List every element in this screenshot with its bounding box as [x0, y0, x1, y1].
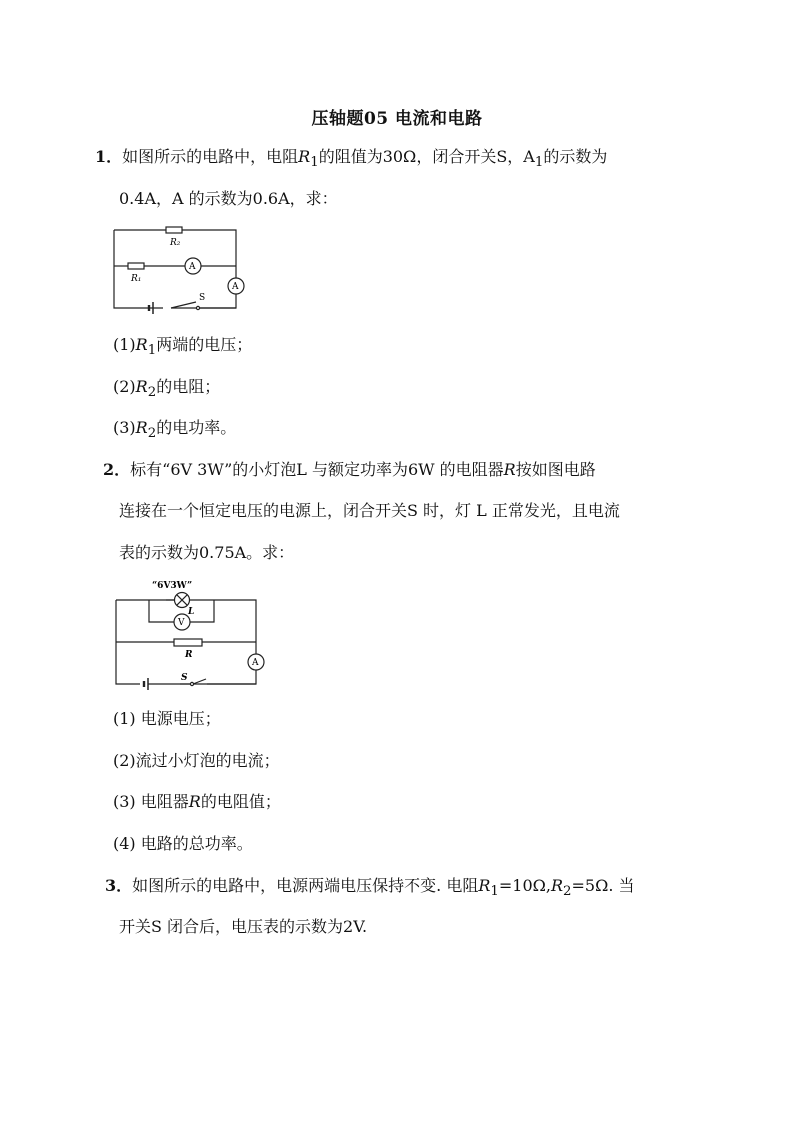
q2-sub1: (1) 电源电压；	[113, 709, 221, 728]
q1-meter-a: A	[232, 282, 239, 292]
q1-sub-a1: 1	[534, 155, 544, 171]
q1-number: 1．	[95, 147, 123, 166]
q1-sub2	[113, 376, 220, 404]
q2-text-b: 按如图电路	[515, 460, 596, 479]
q1-sub3-text: 的电功率。	[156, 418, 237, 437]
q3-line2: 开关S 闭合后，电压表的示数为2V.	[119, 917, 368, 936]
page-title: 压轴题05 电流和电路	[311, 109, 483, 129]
q3-text-b: =5Ω. 当	[571, 876, 635, 895]
q1-text-b: 的阻值为30Ω，闭合开关S，A	[318, 147, 535, 166]
q1-text-c: 的示数为	[543, 147, 608, 166]
q1-sub1-var: R	[135, 335, 148, 354]
q1-text-a: 如图所示的电路中，电阻	[122, 147, 299, 166]
q2-label-r: R	[185, 650, 193, 660]
q2-sub3-text-a: (3) 电阻器	[113, 792, 189, 811]
q2-sub3-var: R	[188, 792, 201, 811]
q2-line3: 表的示数为0.75A。求：	[119, 543, 295, 562]
q1-sub1	[113, 334, 252, 362]
q3-line1	[105, 875, 635, 903]
q1-label-s: S	[199, 293, 206, 303]
q1-sub3-var: R	[135, 418, 148, 437]
q1-meter-a1: A	[189, 262, 196, 272]
q3-sub-1: 1	[490, 884, 499, 900]
q1-label-r1: R₁	[131, 274, 142, 284]
q1-sub3-prefix: (3)	[113, 418, 136, 437]
q1-var-r: R	[298, 147, 311, 166]
q1-sub-1: 1	[310, 155, 319, 171]
q1-sub2-text: 的电阻；	[156, 377, 221, 396]
q3-var-r2: R	[550, 876, 564, 895]
q1-line1	[95, 146, 607, 174]
q2-meter-v: V	[178, 618, 185, 628]
q2-circuit-diagram	[108, 576, 268, 692]
q1-sub1-text: 两端的电压；	[156, 335, 253, 354]
q2-meter-a: A	[252, 658, 259, 668]
q1-label-r2: R₂	[170, 238, 181, 248]
q2-sub3	[113, 791, 281, 813]
q2-sub3-text-b: 的电阻值；	[200, 792, 281, 811]
q2-sub2: (2)流过小灯泡的电流；	[113, 751, 280, 770]
q3-number: 3．	[105, 876, 133, 895]
q3-sub-2: 2	[563, 884, 572, 900]
q2-lamp-label: “6V3W”	[152, 581, 193, 591]
q3-mid: =10Ω,	[498, 876, 551, 895]
q1-sub1-prefix: (1)	[113, 335, 136, 354]
q1-sub3	[113, 417, 236, 445]
q1-sub2-prefix: (2)	[113, 377, 136, 396]
q1-circuit-diagram	[108, 222, 250, 314]
q2-number: 2．	[103, 460, 131, 479]
q1-line2: 0.4A，A 的示数为0.6A，求：	[119, 189, 338, 208]
q2-line1	[103, 459, 596, 481]
q1-sub1-subscript: 1	[147, 343, 157, 359]
q2-label-s: S	[181, 673, 188, 683]
q2-line2: 连接在一个恒定电压的电源上，闭合开关S 时，灯 L 正常发光，且电流	[119, 501, 620, 520]
q1-sub2-subscript: 2	[147, 385, 157, 401]
q3-text-a: 如图所示的电路中，电源两端电压保持不变. 电阻	[132, 876, 479, 895]
q3-var-r1: R	[478, 876, 491, 895]
q2-text-a: 标有“6V 3W”的小灯泡L 与额定功率为6W 的电阻器	[130, 460, 504, 479]
q1-sub3-subscript: 2	[147, 426, 157, 442]
q2-label-l: L	[188, 607, 195, 617]
q2-sub4: (4) 电路的总功率。	[113, 834, 253, 853]
q2-var-r: R	[503, 460, 516, 479]
q1-sub2-var: R	[135, 377, 148, 396]
